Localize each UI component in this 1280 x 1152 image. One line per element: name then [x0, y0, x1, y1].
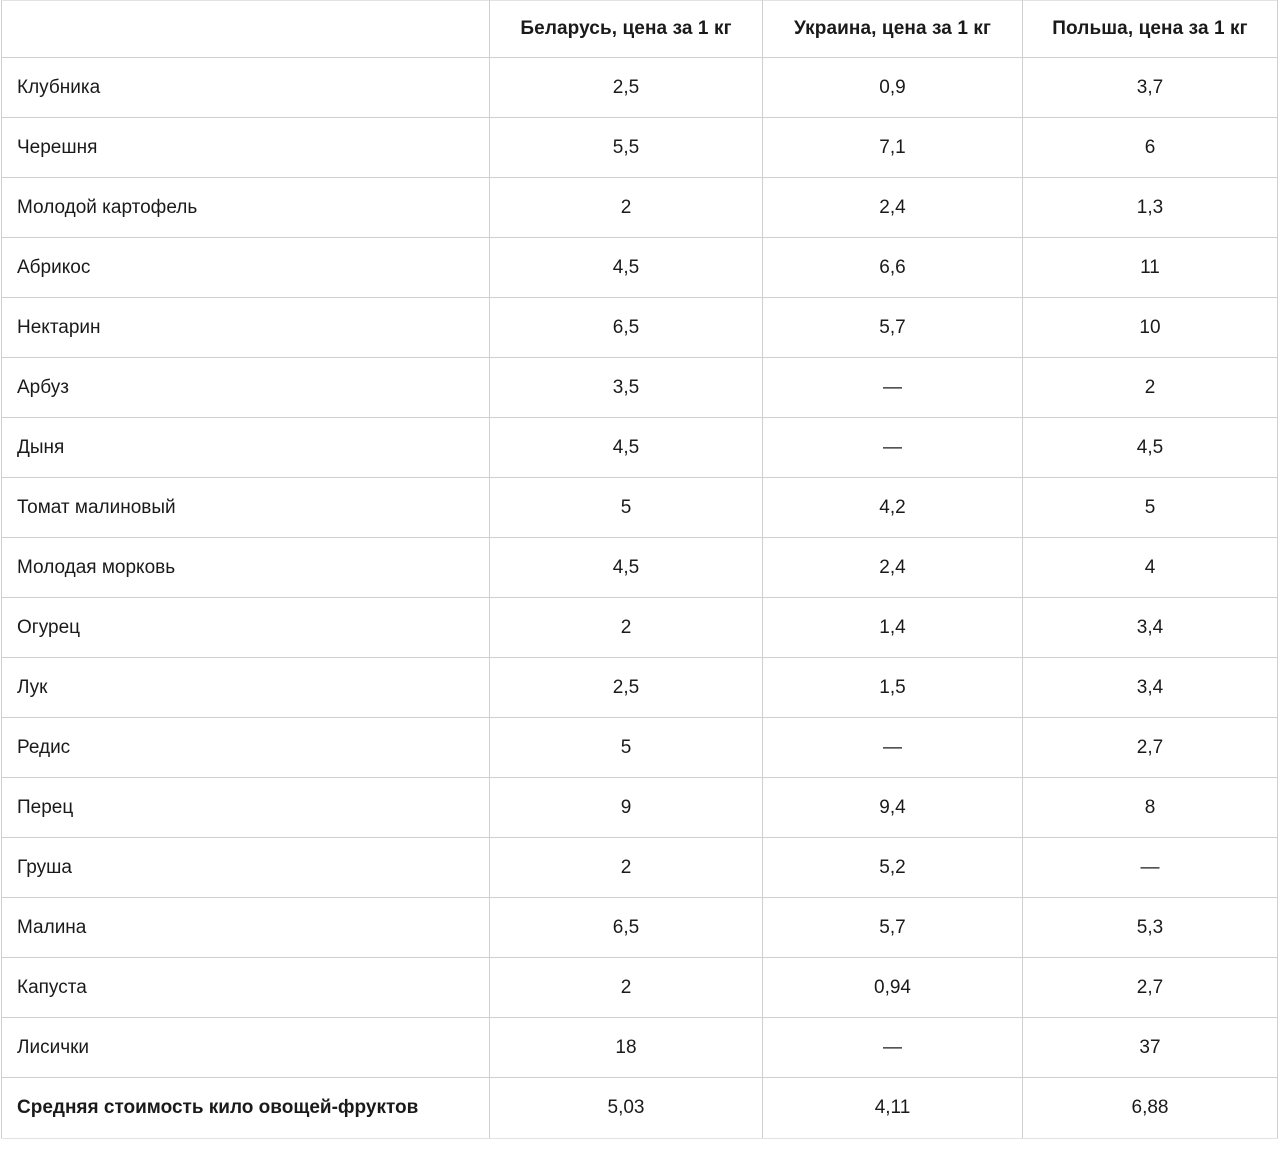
price-cell-poland: 1,3 — [1023, 178, 1278, 238]
product-name-cell: Клубника — [2, 58, 490, 118]
header-row — [2, 1, 1278, 58]
header-belarus: Беларусь, цена за 1 кг — [490, 1, 763, 58]
table-row — [2, 838, 1278, 898]
header-corner-cell — [2, 1, 490, 58]
product-name-cell: Средняя стоимость кило овощей-фруктов — [2, 1078, 490, 1139]
product-name-cell: Молодая морковь — [2, 538, 490, 598]
price-cell-belarus: 2,5 — [490, 58, 763, 118]
table-header — [2, 1, 1278, 58]
header-ukraine: Украина, цена за 1 кг — [763, 1, 1023, 58]
product-name-cell: Груша — [2, 838, 490, 898]
product-name-cell: Абрикос — [2, 238, 490, 298]
price-cell-ukraine: 1,5 — [763, 658, 1023, 718]
table-row — [2, 58, 1278, 118]
price-cell-poland: 8 — [1023, 778, 1278, 838]
product-name-cell: Капуста — [2, 958, 490, 1018]
price-cell-ukraine: 4,2 — [763, 478, 1023, 538]
table-row — [2, 478, 1278, 538]
price-cell-ukraine: 2,4 — [763, 538, 1023, 598]
price-cell-ukraine: 0,9 — [763, 58, 1023, 118]
price-cell-belarus: 2 — [490, 958, 763, 1018]
table-row — [2, 598, 1278, 658]
price-cell-belarus: 2,5 — [490, 658, 763, 718]
table-row — [2, 658, 1278, 718]
table-row — [2, 118, 1278, 178]
summary-row — [2, 1078, 1278, 1139]
price-cell-ukraine: — — [763, 358, 1023, 418]
price-cell-poland: 11 — [1023, 238, 1278, 298]
price-cell-ukraine: 9,4 — [763, 778, 1023, 838]
price-cell-poland: 2,7 — [1023, 958, 1278, 1018]
product-name-cell: Черешня — [2, 118, 490, 178]
price-cell-belarus: 4,5 — [490, 418, 763, 478]
price-cell-poland: 6 — [1023, 118, 1278, 178]
table-row — [2, 958, 1278, 1018]
product-name-cell: Малина — [2, 898, 490, 958]
price-cell-belarus: 6,5 — [490, 898, 763, 958]
price-cell-belarus: 4,5 — [490, 238, 763, 298]
price-cell-ukraine: 1,4 — [763, 598, 1023, 658]
price-cell-ukraine: 5,7 — [763, 898, 1023, 958]
price-cell-belarus: 3,5 — [490, 358, 763, 418]
product-name-cell: Нектарин — [2, 298, 490, 358]
price-cell-belarus: 5,5 — [490, 118, 763, 178]
product-name-cell: Томат малиновый — [2, 478, 490, 538]
table-row — [2, 718, 1278, 778]
table-row — [2, 418, 1278, 478]
price-cell-poland: 6,88 — [1023, 1078, 1278, 1139]
price-cell-ukraine: — — [763, 718, 1023, 778]
price-cell-ukraine: — — [763, 1018, 1023, 1078]
product-name-cell: Молодой картофель — [2, 178, 490, 238]
price-cell-poland: 4 — [1023, 538, 1278, 598]
table-row — [2, 778, 1278, 838]
product-name-cell: Лисички — [2, 1018, 490, 1078]
price-cell-poland: 4,5 — [1023, 418, 1278, 478]
price-cell-belarus: 2 — [490, 178, 763, 238]
price-cell-ukraine: — — [763, 418, 1023, 478]
price-cell-belarus: 2 — [490, 598, 763, 658]
price-cell-belarus: 4,5 — [490, 538, 763, 598]
price-cell-belarus: 5 — [490, 478, 763, 538]
price-cell-poland: — — [1023, 838, 1278, 898]
price-cell-belarus: 6,5 — [490, 298, 763, 358]
price-cell-belarus: 5 — [490, 718, 763, 778]
price-cell-ukraine: 5,2 — [763, 838, 1023, 898]
price-cell-poland: 37 — [1023, 1018, 1278, 1078]
price-comparison-table — [1, 0, 1278, 1139]
table-body — [2, 58, 1278, 1139]
product-name-cell: Редис — [2, 718, 490, 778]
price-cell-poland: 5,3 — [1023, 898, 1278, 958]
table-row — [2, 178, 1278, 238]
price-cell-poland: 5 — [1023, 478, 1278, 538]
table-row — [2, 358, 1278, 418]
price-cell-poland: 3,4 — [1023, 658, 1278, 718]
price-cell-poland: 3,7 — [1023, 58, 1278, 118]
price-cell-poland: 2,7 — [1023, 718, 1278, 778]
table-row — [2, 898, 1278, 958]
price-cell-ukraine: 6,6 — [763, 238, 1023, 298]
product-name-cell: Дыня — [2, 418, 490, 478]
price-cell-ukraine: 7,1 — [763, 118, 1023, 178]
price-cell-ukraine: 4,11 — [763, 1078, 1023, 1139]
price-cell-belarus: 2 — [490, 838, 763, 898]
price-cell-ukraine: 0,94 — [763, 958, 1023, 1018]
product-name-cell: Огурец — [2, 598, 490, 658]
price-cell-belarus: 5,03 — [490, 1078, 763, 1139]
header-poland: Польша, цена за 1 кг — [1023, 1, 1278, 58]
table-row — [2, 298, 1278, 358]
price-cell-poland: 2 — [1023, 358, 1278, 418]
table-row — [2, 238, 1278, 298]
table-row — [2, 538, 1278, 598]
price-cell-ukraine: 5,7 — [763, 298, 1023, 358]
price-cell-belarus: 9 — [490, 778, 763, 838]
product-name-cell: Лук — [2, 658, 490, 718]
price-cell-ukraine: 2,4 — [763, 178, 1023, 238]
price-cell-poland: 10 — [1023, 298, 1278, 358]
product-name-cell: Перец — [2, 778, 490, 838]
table-row — [2, 1018, 1278, 1078]
price-cell-poland: 3,4 — [1023, 598, 1278, 658]
price-cell-belarus: 18 — [490, 1018, 763, 1078]
product-name-cell: Арбуз — [2, 358, 490, 418]
